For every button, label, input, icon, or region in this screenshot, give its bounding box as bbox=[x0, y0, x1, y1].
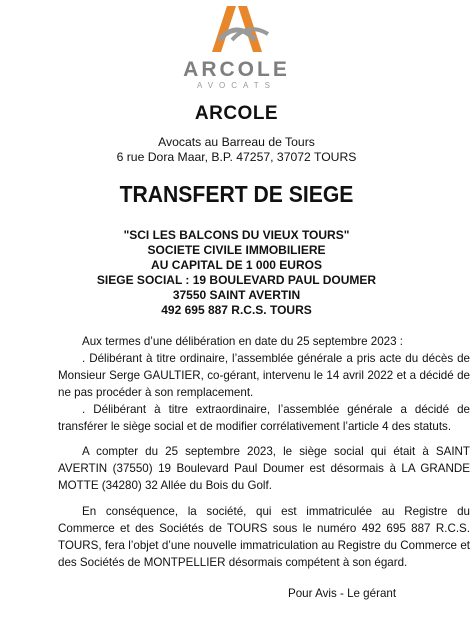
body-paragraph-extraordinary: . Délibérant à titre extraordinaire, l’assemblée générale a décidé de transférer le siège social et de modifier corrélativement l’article 4 des statuts. bbox=[58, 403, 470, 433]
company-seat: SIEGE SOCIAL : 19 BOULEVARD PAUL DOUMER bbox=[96, 273, 377, 287]
company-type: SOCIETE CIVILE IMMOBILIERE bbox=[147, 243, 326, 257]
company-rcs: 492 695 887 R.C.S. TOURS bbox=[161, 303, 312, 317]
logo-wordmark: ARCOLE bbox=[183, 58, 290, 81]
firm-name: ARCOLE bbox=[194, 103, 279, 124]
logo-subtitle: AVOCATS bbox=[196, 81, 277, 90]
firm-address: 6 rue Dora Maar, B.P. 47257, 37072 TOURS bbox=[116, 150, 357, 164]
arcole-arch-icon bbox=[192, 0, 282, 56]
company-capital: AU CAPITAL DE 1 000 EUROS bbox=[151, 258, 322, 272]
company-city: 37550 SAINT AVERTIN bbox=[172, 288, 301, 302]
body-paragraph-transfer: A compter du 25 septembre 2023, le siège social qui était à SAINT AVERTIN (37550) 19 Boulevard Paul Doumer est désormais à LA GRANDE MOTTE (34280) 32 Allée du Bois du Golf. bbox=[58, 445, 470, 492]
body-paragraph-registration: En conséquence, la société, qui est immatriculée au Registre du Commerce et des Sociétés de TOURS sous le numéro 492 695 887 R.C.S. TOURS, fera l’objet d’une nouvelle immatriculation au Registre du Commerce et des Sociétés de MONTPELLIER désormais compétent à son égard. bbox=[58, 505, 470, 569]
firm-description: Avocats au Barreau de Tours bbox=[158, 135, 315, 149]
signature: Pour Avis - Le gérant bbox=[288, 587, 397, 600]
company-name: "SCI LES BALCONS DU VIEUX TOURS" bbox=[123, 228, 350, 242]
body-paragraph-ordinary: . Délibérant à titre ordinaire, l’assemblée générale a pris acte du décès de Monsieur Serge GAULTIER, co-gérant, intervenu le 14 avril 2022 et a décidé de ne pas procéder à son remplacement. bbox=[58, 352, 470, 399]
notice-title: TRANSFERT DE SIEGE bbox=[119, 181, 354, 207]
body-paragraph-intro: Aux termes d’une délibération en date du 25 septembre 2023 : bbox=[82, 335, 403, 348]
arcole-logo bbox=[0, 0, 473, 90]
